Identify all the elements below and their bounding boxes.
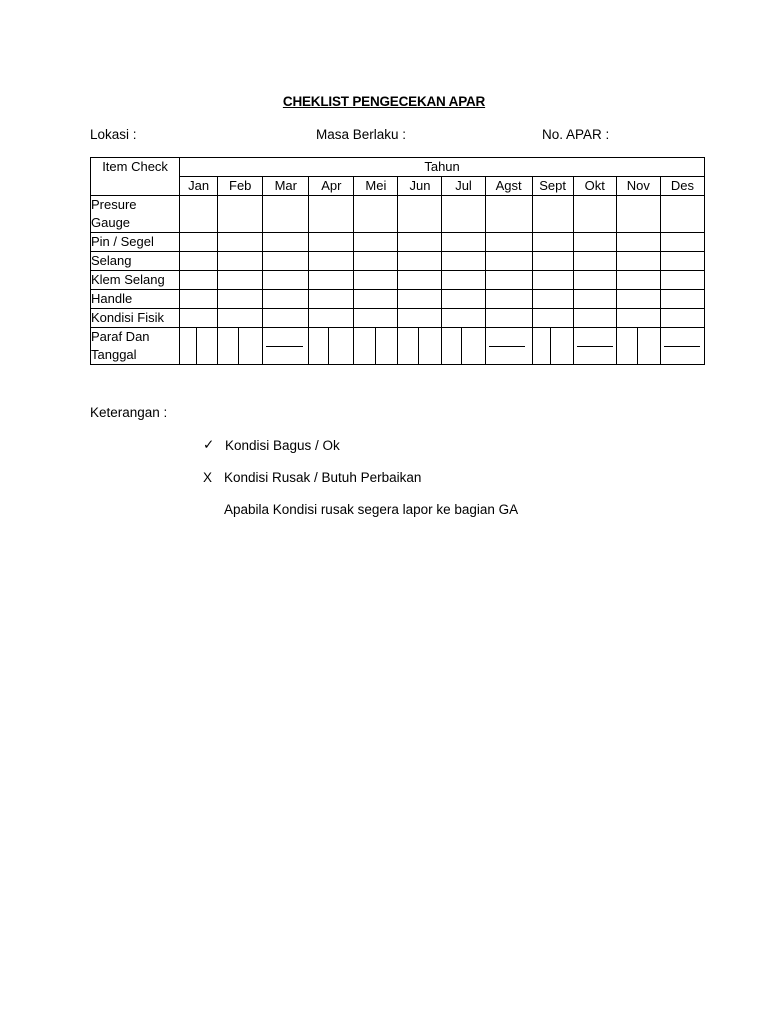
paraf-cell[interactable] (180, 328, 218, 365)
cell-divider (238, 328, 239, 364)
month-header-jan: Jan (180, 177, 218, 196)
check-cell[interactable] (660, 290, 704, 309)
check-cell[interactable] (532, 196, 573, 233)
check-cell[interactable] (180, 290, 218, 309)
check-cell[interactable] (442, 271, 485, 290)
check-cell[interactable] (218, 252, 263, 271)
check-cell[interactable] (218, 271, 263, 290)
row-label-paraf-dan-tanggal: Paraf Dan Tanggal (91, 328, 180, 365)
check-cell[interactable] (442, 290, 485, 309)
check-cell[interactable] (398, 252, 442, 271)
check-cell[interactable] (263, 290, 309, 309)
check-cell[interactable] (573, 233, 616, 252)
check-cell[interactable] (263, 252, 309, 271)
paraf-cell[interactable] (398, 328, 442, 365)
legend-note: Apabila Kondisi rusak segera lapor ke bagian GA (224, 502, 519, 517)
month-header-des: Des (660, 177, 704, 196)
check-cell[interactable] (398, 233, 442, 252)
table-row (91, 290, 705, 309)
check-cell[interactable] (309, 233, 354, 252)
check-cell[interactable] (573, 196, 616, 233)
paraf-cell[interactable] (263, 328, 309, 365)
row-label-klem-selang: Klem Selang (91, 271, 180, 290)
date-line (577, 346, 613, 347)
check-cell[interactable] (573, 290, 616, 309)
row-label-presure-gauge: Presure Gauge (91, 196, 180, 233)
document-title: CHEKLIST PENGECEKAN APAR (282, 94, 486, 109)
month-header-okt: Okt (573, 177, 616, 196)
paraf-cell[interactable] (309, 328, 354, 365)
paraf-cell[interactable] (616, 328, 660, 365)
check-cell[interactable] (573, 309, 616, 328)
check-cell[interactable] (660, 196, 704, 233)
check-cell[interactable] (616, 309, 660, 328)
cell-divider (375, 328, 376, 364)
check-cell[interactable] (354, 271, 398, 290)
check-cell[interactable] (442, 309, 485, 328)
checklist-table (90, 157, 705, 365)
check-cell[interactable] (398, 290, 442, 309)
month-header-apr: Apr (309, 177, 354, 196)
check-cell[interactable] (180, 196, 218, 233)
table-row (91, 271, 705, 290)
table-row (91, 233, 705, 252)
paraf-cell[interactable] (573, 328, 616, 365)
check-cell[interactable] (398, 309, 442, 328)
check-cell[interactable] (660, 233, 704, 252)
check-cell[interactable] (616, 290, 660, 309)
check-cell[interactable] (309, 290, 354, 309)
paraf-cell[interactable] (660, 328, 704, 365)
check-cell[interactable] (263, 233, 309, 252)
cell-divider (637, 328, 638, 364)
paraf-cell[interactable] (354, 328, 398, 365)
lokasi-label: Lokasi : (90, 127, 137, 142)
check-cell[interactable] (398, 271, 442, 290)
month-header-agst: Agst (485, 177, 532, 196)
check-cell[interactable] (532, 233, 573, 252)
check-cell[interactable] (485, 309, 532, 328)
check-cell[interactable] (485, 252, 532, 271)
check-cell[interactable] (616, 271, 660, 290)
cell-divider (461, 328, 462, 364)
month-header-jul: Jul (442, 177, 485, 196)
check-cell[interactable] (180, 233, 218, 252)
check-cell[interactable] (532, 252, 573, 271)
no-apar-label: No. APAR : (542, 127, 610, 142)
paraf-cell[interactable] (442, 328, 485, 365)
check-cell[interactable] (263, 196, 309, 233)
check-cell[interactable] (616, 196, 660, 233)
check-cell[interactable] (616, 233, 660, 252)
legend-x-text: Kondisi Rusak / Butuh Perbaikan (224, 470, 422, 485)
check-cell[interactable] (660, 252, 704, 271)
x-icon: X (203, 470, 213, 485)
check-cell[interactable] (573, 252, 616, 271)
paraf-cell[interactable] (485, 328, 532, 365)
legend-check-text: Kondisi Bagus / Ok (225, 438, 340, 453)
masa-berlaku-label: Masa Berlaku : (316, 127, 407, 142)
table-row (91, 252, 705, 271)
check-cell[interactable] (218, 290, 263, 309)
check-cell[interactable] (218, 196, 263, 233)
row-label-pin-segel: Pin / Segel (91, 233, 180, 252)
month-header-jun: Jun (398, 177, 442, 196)
row-label-selang: Selang (91, 252, 180, 271)
date-line (664, 346, 700, 347)
check-cell[interactable] (218, 233, 263, 252)
check-cell[interactable] (218, 309, 263, 328)
check-cell[interactable] (309, 271, 354, 290)
check-cell[interactable] (354, 252, 398, 271)
item-check-header: Item Check (91, 158, 180, 196)
check-cell[interactable] (309, 196, 354, 233)
table-row (91, 196, 705, 233)
month-header-sept: Sept (532, 177, 573, 196)
paraf-cell[interactable] (218, 328, 263, 365)
check-cell[interactable] (532, 271, 573, 290)
cell-divider (196, 328, 197, 364)
row-label-handle: Handle (91, 290, 180, 309)
check-cell[interactable] (442, 233, 485, 252)
check-cell[interactable] (180, 309, 218, 328)
cell-divider (418, 328, 419, 364)
check-cell[interactable] (180, 271, 218, 290)
check-cell[interactable] (309, 252, 354, 271)
month-header-nov: Nov (616, 177, 660, 196)
table-row (91, 328, 705, 365)
check-cell[interactable] (485, 233, 532, 252)
check-cell[interactable] (485, 290, 532, 309)
check-cell[interactable] (573, 271, 616, 290)
check-cell[interactable] (309, 309, 354, 328)
month-header-mar: Mar (263, 177, 309, 196)
check-cell[interactable] (532, 309, 573, 328)
check-cell[interactable] (354, 233, 398, 252)
check-cell[interactable] (354, 290, 398, 309)
tahun-header: Tahun (180, 158, 705, 177)
check-cell[interactable] (263, 309, 309, 328)
check-cell[interactable] (398, 196, 442, 233)
month-header-feb: Feb (218, 177, 263, 196)
check-cell[interactable] (442, 252, 485, 271)
table-row (91, 309, 705, 328)
cell-divider (328, 328, 329, 364)
check-cell[interactable] (442, 196, 485, 233)
check-cell[interactable] (354, 309, 398, 328)
check-cell[interactable] (616, 252, 660, 271)
check-cell[interactable] (485, 196, 532, 233)
check-cell[interactable] (660, 309, 704, 328)
date-line (489, 346, 525, 347)
row-label-kondisi-fisik: Kondisi Fisik (91, 309, 180, 328)
check-cell[interactable] (660, 271, 704, 290)
paraf-cell[interactable] (532, 328, 573, 365)
cell-divider (550, 328, 551, 364)
keterangan-label: Keterangan : (90, 405, 168, 420)
check-cell[interactable] (180, 252, 218, 271)
check-cell[interactable] (532, 290, 573, 309)
check-cell[interactable] (263, 271, 309, 290)
check-icon: ✓ (203, 437, 215, 452)
check-cell[interactable] (354, 196, 398, 233)
month-header-mei: Mei (354, 177, 398, 196)
check-cell[interactable] (485, 271, 532, 290)
date-line (266, 346, 303, 347)
